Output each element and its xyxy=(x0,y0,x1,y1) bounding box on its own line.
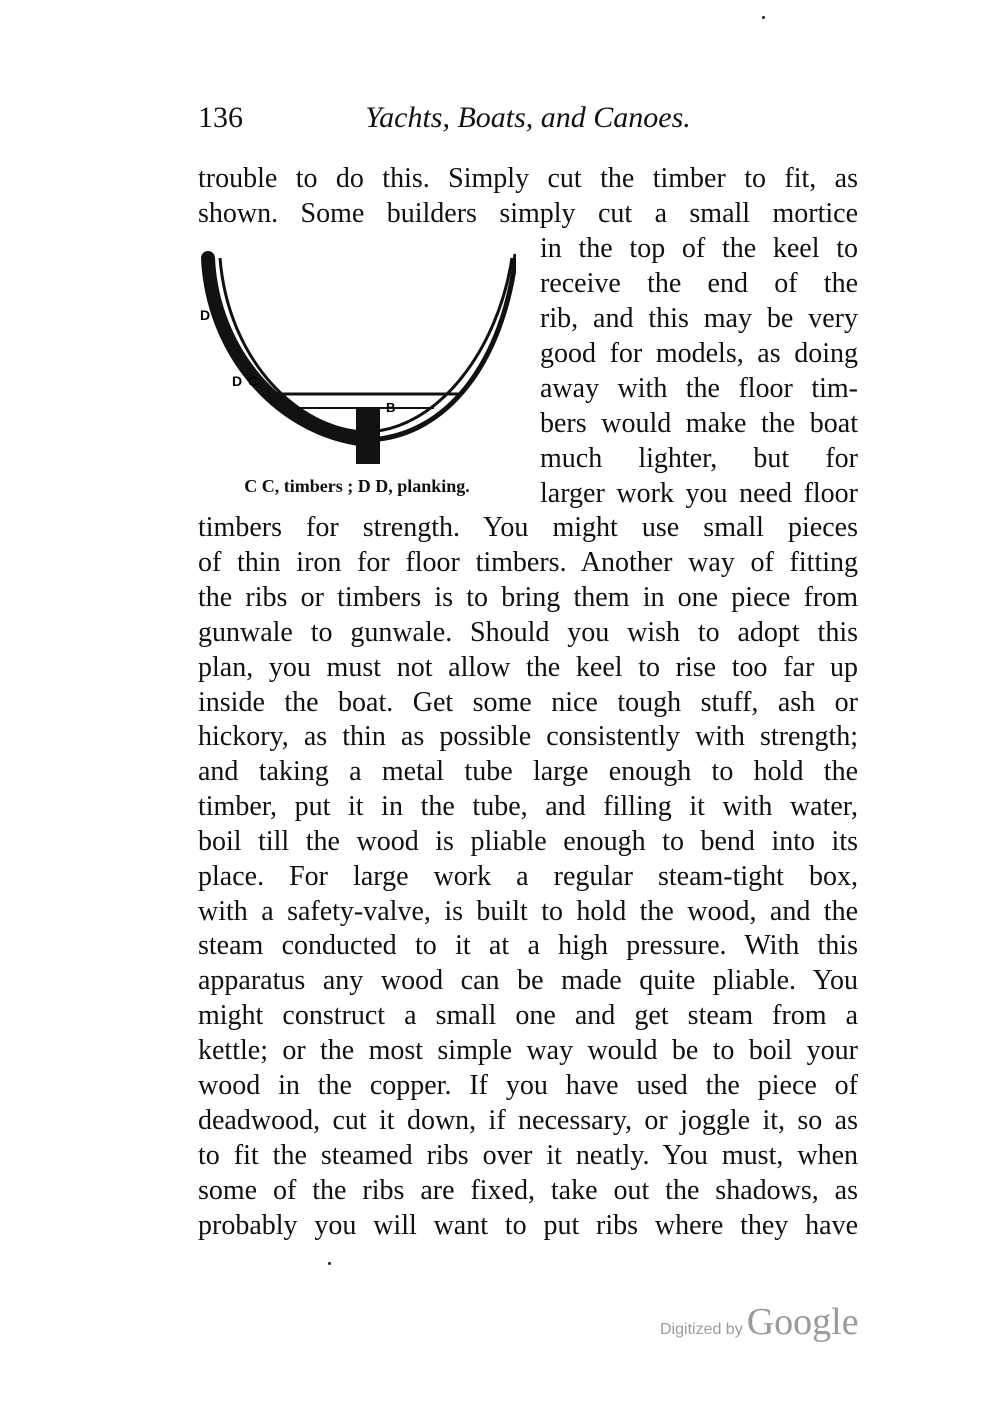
text-line: probably you will want to put ribs where they have xyxy=(198,1210,858,1241)
text-line: and taking a metal tube large enough to hold the xyxy=(198,756,858,787)
label-b: B xyxy=(386,400,396,415)
boat-cross-section-figure xyxy=(198,240,516,480)
boat-cross-section-diagram xyxy=(198,240,516,480)
keel-block xyxy=(356,408,380,464)
digitized-by-google-watermark xyxy=(660,1300,880,1350)
text-line: wood in the copper. If you have used the piece of xyxy=(198,1070,858,1101)
planking-left xyxy=(208,258,366,440)
text-line: apparatus any wood can be made quite pliable. You xyxy=(198,965,858,996)
text-line: steam conducted to it at a high pressure. With this xyxy=(198,930,858,961)
text-line: receive the end of the xyxy=(540,268,858,299)
label-c: C xyxy=(248,373,259,389)
watermark-prefix: Digitized by xyxy=(660,1321,743,1338)
label-d-lower: D xyxy=(232,373,243,389)
text-line: kettle; or the most simple way would be to boil your xyxy=(198,1035,858,1066)
text-line: away with the floor tim- xyxy=(540,373,858,404)
text-line: some of the ribs are fixed, take out the shadows, as xyxy=(198,1175,858,1206)
text-line: timbers for strength. You might use small pieces xyxy=(198,512,858,543)
text-line: timber, put it in the tube, and filling it with water, xyxy=(198,791,858,822)
speck xyxy=(328,1262,331,1265)
text-line: hickory, as thin as possible consistently with strength; xyxy=(198,721,858,752)
page-number: 136 xyxy=(198,101,243,134)
text-line: boil till the wood is pliable enough to bend into its xyxy=(198,826,858,857)
text-line: shown. Some builders simply cut a small mortice xyxy=(198,198,858,229)
speck xyxy=(762,16,765,19)
text-line: rib, and this may be very xyxy=(540,303,858,334)
timber-curve xyxy=(220,258,512,432)
text-line: good for models, as doing xyxy=(540,338,858,369)
text-line: place. For large work a regular steam-tight box, xyxy=(198,861,858,892)
text-line: gunwale to gunwale. Should you wish to adopt this xyxy=(198,617,858,648)
text-line: in the top of the keel to xyxy=(540,233,858,264)
figure-caption: C C, timbers ; D D, planking. xyxy=(244,476,470,496)
text-line: with a safety-valve, is built to hold the wood, and the xyxy=(198,896,858,927)
text-line: much lighter, but for xyxy=(540,443,858,474)
running-header xyxy=(198,98,858,138)
label-d-upper: D xyxy=(200,307,211,323)
text-line: plan, you must not allow the keel to rise too far up xyxy=(198,652,858,683)
running-title: Yachts, Boats, and Canoes. xyxy=(365,101,691,134)
text-line: trouble to do this. Simply cut the timber to fit, as xyxy=(198,163,858,194)
watermark-brand: Google xyxy=(746,1301,859,1343)
text-line: deadwood, cut it down, if necessary, or joggle it, so as xyxy=(198,1105,858,1136)
text-line: inside the boat. Get some nice tough stuff, ash or xyxy=(198,687,858,718)
text-line: might construct a small one and get steam from a xyxy=(198,1000,858,1031)
text-line: to fit the steamed ribs over it neatly. You must, when xyxy=(198,1140,858,1171)
text-line: the ribs or timbers is to bring them in one piece from xyxy=(198,582,858,613)
text-line: larger work you need floor xyxy=(540,478,858,509)
text-line: bers would make the boat xyxy=(540,408,858,439)
text-line: of thin iron for floor timbers. Another way of fitting xyxy=(198,547,858,578)
